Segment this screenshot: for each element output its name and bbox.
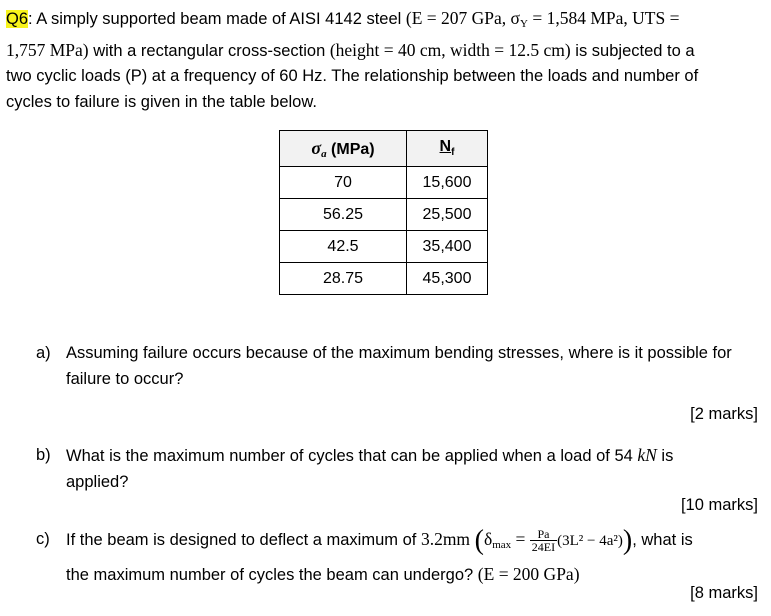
load-unit: kN [637, 445, 657, 465]
deflection-limit: 3.2mm [420, 529, 471, 549]
part-c [36, 525, 771, 585]
intro-line-4: cycles to failure is given in the table below. [6, 92, 317, 111]
intro-line-3: two cyclic loads (P) at a frequency of 60 Hz. The relationship between the loads and number of [6, 67, 699, 85]
part-a-line-1: Assuming failure occurs because of the maximum bending stresses, where is it possible for [66, 344, 732, 362]
question-intro [6, 6, 766, 115]
table-row [280, 167, 488, 199]
formula-fraction: $\frac{Pa}{24EI}$ [531, 527, 556, 555]
material-properties: (E = 207 GPa, $\sigma_Y = 1,584$ MPa, UTS = [405, 8, 680, 30]
part-a-line-2: failure to occur? [66, 370, 184, 388]
modulus-value: (E = 200 GPa) [477, 564, 580, 584]
table-row [280, 231, 488, 263]
part-c-line-2: the maximum number of cycles the beam can undergo? (E = 200 GPa) [66, 564, 580, 584]
question-label: Q6 [6, 10, 29, 28]
part-c-line-1: If the beam is designed to deflect a maximum of 3.2mm ($\delta_{max}$ = $\frac{Pa}{24EI}$ (3L² − 4a²)), what is [66, 525, 693, 556]
header-stress-amplitude: $\sigma_a$ (MPa) [280, 131, 407, 167]
part-a-label: a) [36, 344, 51, 362]
deflection-formula: $\delta_{max}$ = [483, 529, 530, 551]
stress-cell: 42.5 [280, 231, 407, 263]
intro-line-2: 1,757 MPa) with a rectangular cross-section (height = 40 cm, width = 12.5 cm) is subjected to a [6, 39, 695, 60]
part-b-label: b) [36, 446, 51, 464]
load-cycles-table [279, 130, 488, 295]
part-b [36, 442, 756, 502]
header-cycles-to-failure: $N_f$ [407, 131, 488, 167]
intro-line-1: Q6: A simply supported beam made of AISI 4142 steel (E = 207 GPa, $\sigma_Y = 1,584$ MPa, UTS = [6, 8, 680, 30]
table-row [280, 199, 488, 231]
cycles-cell: 45,300 [407, 263, 488, 295]
table-header-row [280, 131, 488, 167]
part-c-marks: [8 marks] [690, 584, 758, 602]
stress-cell: 56.25 [280, 199, 407, 231]
part-b-marks: [10 marks] [680, 496, 758, 514]
part-b-line-1: What is the maximum number of cycles that can be applied when a load of 54 kN is [66, 445, 674, 465]
cycles-cell: 25,500 [407, 199, 488, 231]
table-row [280, 263, 488, 295]
cycles-cell: 15,600 [407, 167, 488, 199]
part-a-marks: [2 marks] [690, 405, 758, 423]
part-c-label: c) [36, 530, 50, 548]
cycles-cell: 35,400 [407, 231, 488, 263]
cross-section-dimensions: (height = 40 cm, width = 12.5 cm) [329, 39, 571, 60]
part-a [36, 340, 756, 400]
stress-cell: 70 [280, 167, 407, 199]
part-b-line-2: applied? [66, 473, 129, 491]
stress-cell: 28.75 [280, 263, 407, 295]
